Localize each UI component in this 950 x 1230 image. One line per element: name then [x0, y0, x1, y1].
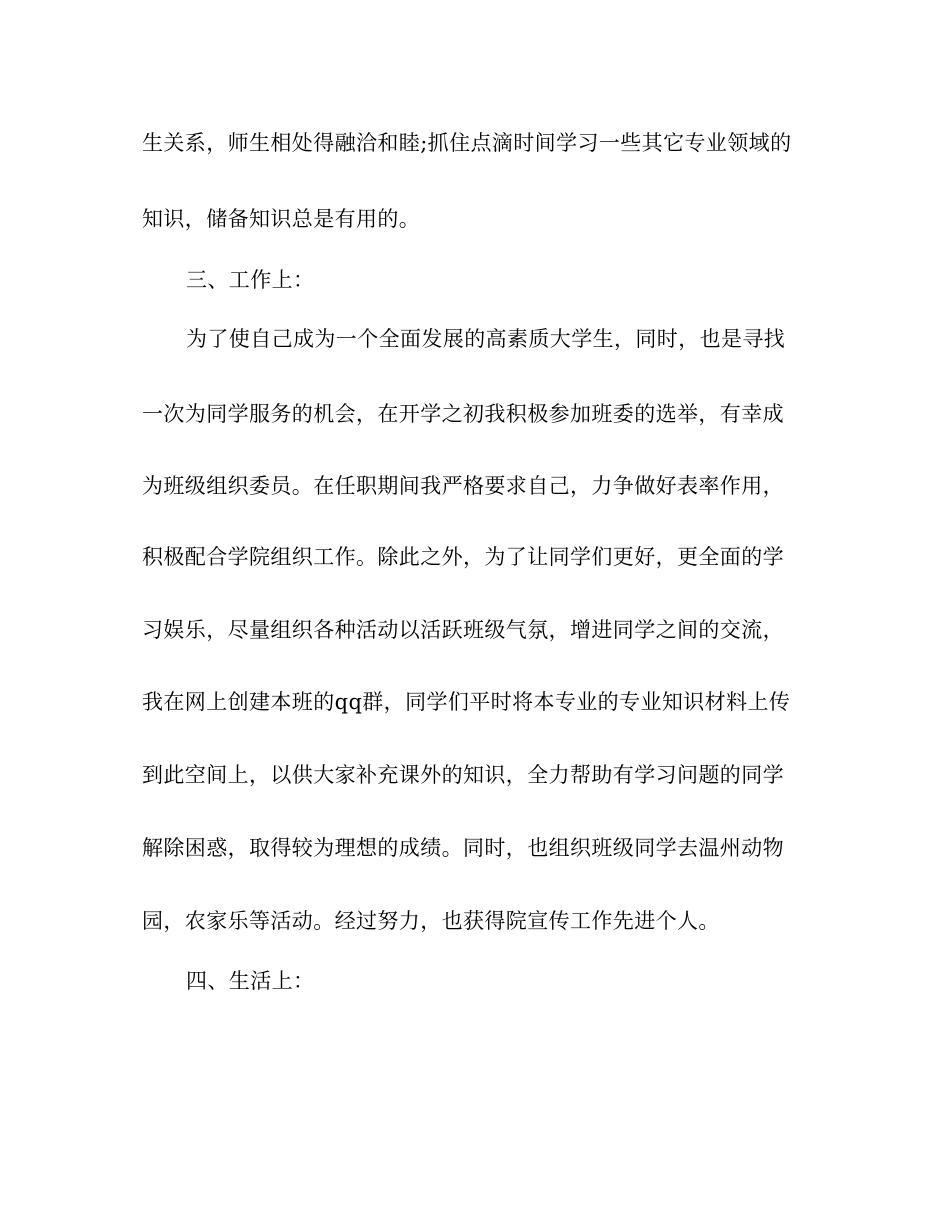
body-text-line: 习娱乐，尽量组织各种活动以活跃班级气氛，增进同学之间的交流，	[142, 618, 784, 642]
body-text-line: 为班级组织委员。在任职期间我严格要求自己，力争做好表率作用，	[142, 474, 784, 498]
body-text-line: 生关系，师生相处得融洽和睦;抓住点滴时间学习一些其它专业领域的	[142, 131, 792, 155]
body-text-line: 我在网上创建本班的qq群，同学们平时将本专业的专业知识材料上传	[142, 690, 791, 714]
body-text-line: 到此空间上，以供大家补充课外的知识，全力帮助有学习问题的同学	[142, 763, 784, 787]
body-text-line: 解除困惑，取得较为理想的成绩。同时，也组织班级同学去温州动物	[142, 836, 784, 860]
body-text-line: 为了使自己成为一个全面发展的高素质大学生，同时，也是寻找	[186, 327, 786, 351]
body-text-line: 知识，储备知识总是有用的。	[142, 207, 421, 231]
body-text-line: 积极配合学院组织工作。除此之外，为了让同学们更好，更全面的学	[142, 545, 784, 569]
body-text-line: 一次为同学服务的机会，在开学之初我积极参加班委的选举，有幸成	[142, 402, 784, 426]
section-heading-life: 四、生活上：	[186, 969, 315, 993]
section-heading-work: 三、工作上：	[186, 268, 315, 292]
body-text-line: 园，农家乐等活动。经过努力，也获得院宣传工作先进个人。	[142, 909, 720, 933]
